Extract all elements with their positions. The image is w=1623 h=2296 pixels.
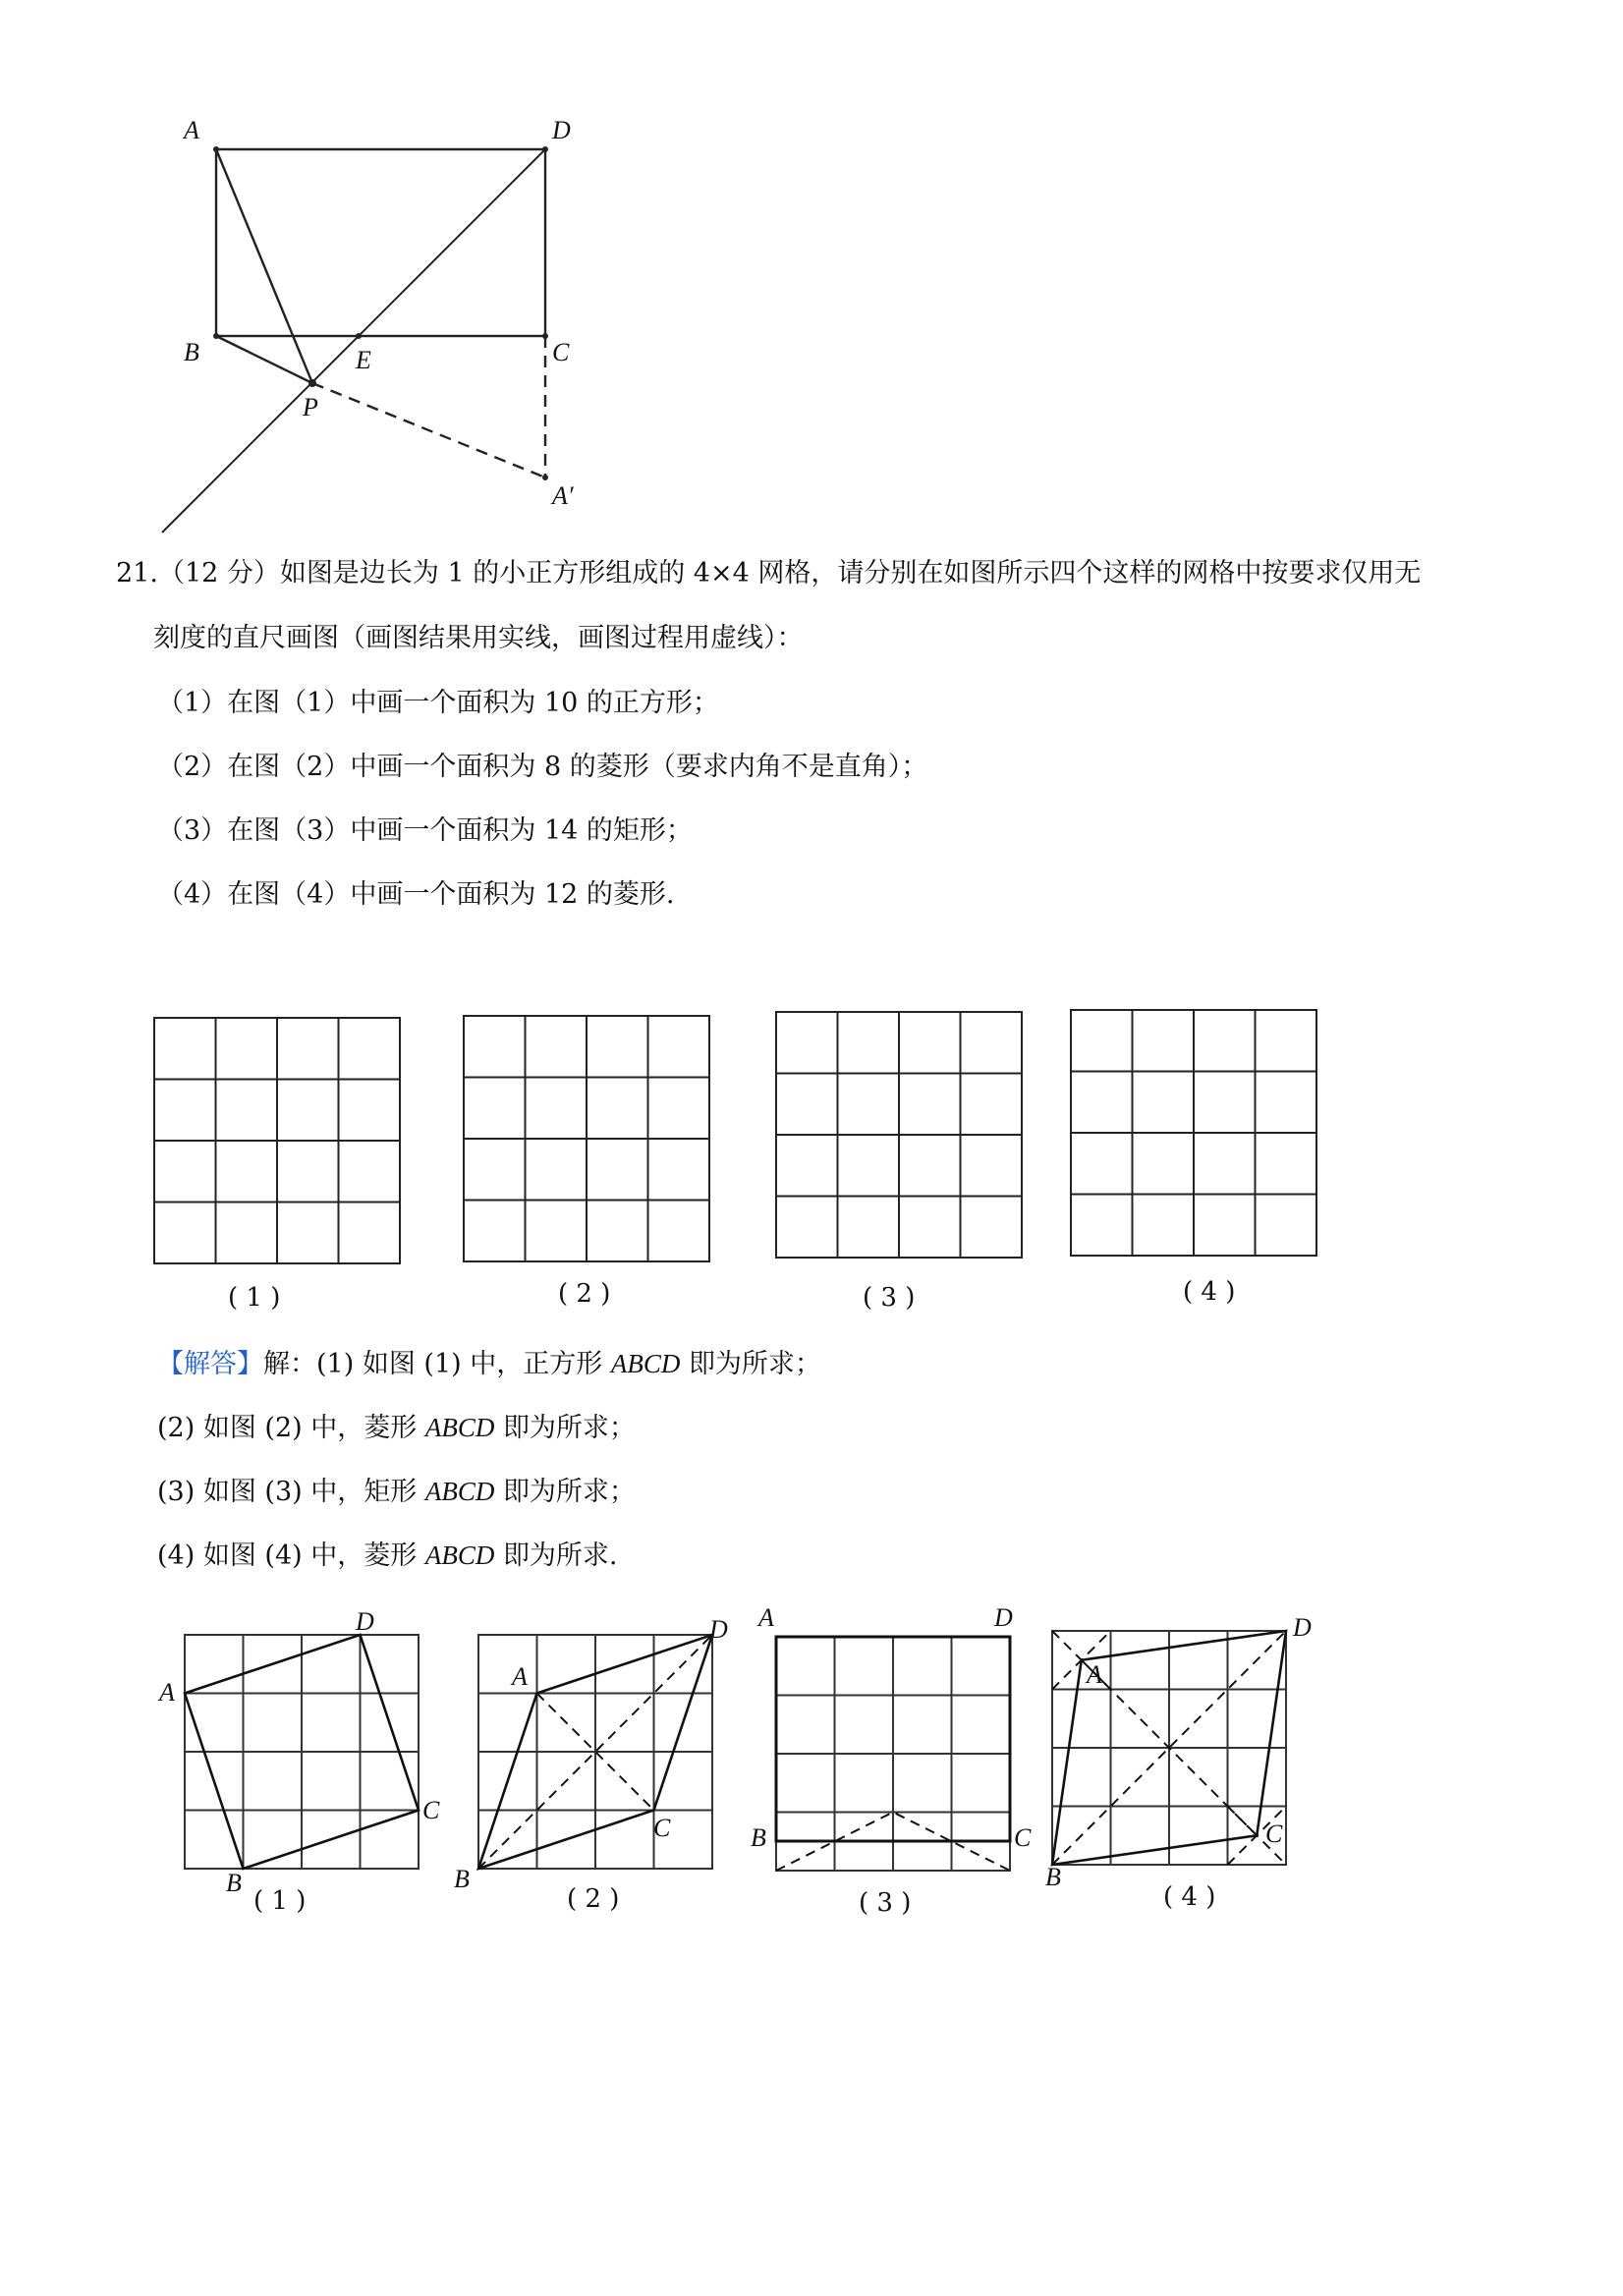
empty-grid-1	[154, 1018, 400, 1263]
fig3-label-a: A	[758, 1603, 774, 1632]
grid-caption-1: ( 1 )	[228, 1283, 281, 1313]
question-item-4: （4）在图（4）中画一个面积为 12 的菱形.	[157, 879, 675, 910]
fig1-label-d: D	[356, 1607, 374, 1636]
grid-caption-3: ( 3 )	[863, 1283, 916, 1313]
fig2-label-b: B	[454, 1865, 470, 1893]
empty-grid-2	[464, 1016, 709, 1261]
rectangle-fold-figure	[0, 0, 1623, 550]
answer-figure-1	[185, 1635, 419, 1869]
empty-grid-4	[1071, 1010, 1316, 1256]
answer-caption-3: ( 3 )	[859, 1888, 912, 1918]
question-line-2: 刻度的直尺画图（画图结果用实线，画图过程用虚线）：	[153, 623, 804, 653]
empty-grids	[0, 992, 1623, 1287]
segment-ap	[216, 149, 312, 383]
rectangle-abcd	[216, 149, 545, 336]
fig2-label-a: A	[512, 1662, 528, 1691]
empty-grid-3	[776, 1012, 1022, 1258]
segment-bp	[216, 336, 312, 383]
fig3-label-d: D	[994, 1603, 1013, 1632]
answer-caption-1: ( 1 )	[253, 1886, 307, 1916]
answer-line-2: (2) 如图 (2) 中，菱形 ABCD 即为所求；	[157, 1413, 636, 1443]
answer-line-4: (4) 如图 (4) 中，菱形 ABCD 即为所求.	[157, 1540, 618, 1571]
answer-line-3: (3) 如图 (3) 中，矩形 ABCD 即为所求；	[157, 1477, 636, 1507]
grid-caption-4: ( 4 )	[1183, 1277, 1236, 1307]
answer-figure-3	[776, 1637, 1010, 1871]
answer-caption-2: ( 2 )	[567, 1884, 620, 1914]
fig4-label-b: B	[1045, 1863, 1061, 1891]
label-a: A	[184, 116, 199, 144]
label-c: C	[552, 338, 570, 366]
fig1-label-b: B	[226, 1869, 242, 1897]
fig2-label-d: D	[709, 1615, 728, 1644]
label-b: B	[184, 338, 199, 366]
fig1-label-c: C	[422, 1796, 440, 1824]
question-item-2: （2）在图（2）中画一个面积为 8 的菱形（要求内角不是直角）；	[157, 752, 928, 782]
question-item-3: （3）在图（3）中画一个面积为 14 的矩形；	[157, 815, 693, 846]
fig4-label-d: D	[1293, 1613, 1312, 1642]
fig2-label-c: C	[653, 1814, 671, 1842]
answer-tag: 【解答】	[157, 1349, 263, 1379]
label-e: E	[356, 346, 371, 374]
fig3-label-c: C	[1014, 1823, 1032, 1852]
fig4-label-c: C	[1265, 1820, 1283, 1848]
answer-caption-4: ( 4 )	[1163, 1882, 1216, 1912]
label-p: P	[303, 393, 318, 421]
answer-diagrams	[0, 1592, 1623, 1926]
answer-line-1: 【解答】解：(1) 如图 (1) 中，正方形 ABCD 即为所求；	[157, 1349, 821, 1379]
fig1-label-a: A	[159, 1678, 175, 1707]
label-d: D	[552, 116, 571, 144]
label-a-prime: A′	[552, 481, 574, 510]
dashed-pa-prime	[312, 383, 545, 477]
question-item-1: （1）在图（1）中画一个面积为 10 的正方形；	[157, 688, 719, 718]
fig4-label-a: A	[1087, 1660, 1102, 1689]
grid-caption-2: ( 2 )	[558, 1279, 611, 1309]
question-line-1: 21.（12 分）如图是边长为 1 的小正方形组成的 4×4 网格，请分别在如图所示四个这样的网格中按要求仅用无	[116, 558, 1422, 588]
line-dp	[162, 149, 545, 532]
fig3-label-b: B	[751, 1823, 766, 1852]
